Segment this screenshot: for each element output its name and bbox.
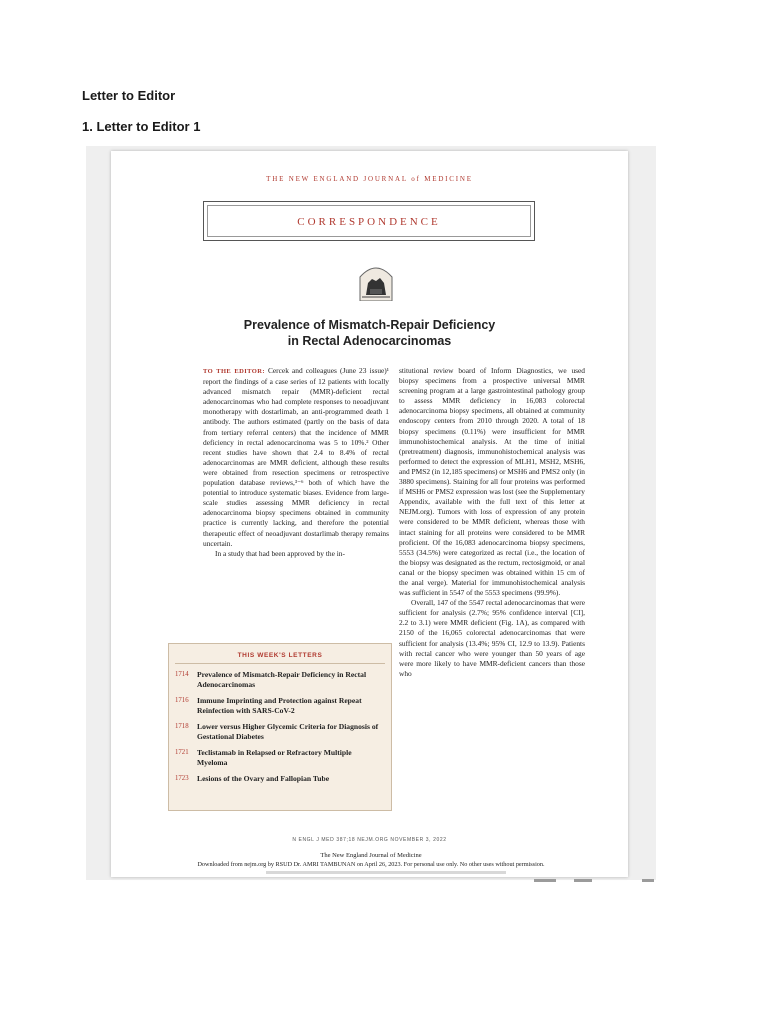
letter-title: Prevalence of Mismatch-Repair Deficiency in Rectal Adenocarcinomas — [197, 670, 367, 689]
letter-page-number: 1721 — [175, 749, 189, 756]
article-title-line-1: Prevalence of Mismatch-Repair Deficiency — [243, 318, 496, 332]
letter-title: Teclistamab in Relapsed or Refractory Multiple Myeloma — [197, 748, 352, 767]
letters-box-heading: THIS WEEK'S LETTERS — [175, 652, 385, 664]
journal-name: The New England Journal of Medicine — [320, 852, 422, 859]
letter-item — [175, 670, 383, 690]
download-footer — [86, 851, 656, 869]
section-heading: Letter to Editor — [82, 88, 176, 103]
scan-artifact — [534, 879, 556, 882]
this-weeks-letters-box — [168, 643, 392, 811]
article-title — [171, 317, 568, 349]
letter-item — [175, 774, 383, 784]
letter-item — [175, 748, 383, 768]
letter-title: Immune Imprinting and Protection against Repeat Reinfection with SARS-CoV-2 — [197, 696, 362, 715]
letter-item — [175, 722, 383, 742]
article-title-line-2: in Rectal Adenocarcinomas — [287, 334, 452, 348]
item-heading: 1. Letter to Editor 1 — [82, 119, 201, 134]
lead-in: TO THE EDITOR: — [203, 368, 265, 375]
journal-seal-icon — [358, 261, 394, 301]
letter-page-number: 1716 — [175, 697, 189, 704]
page-footer-reference: N ENGL J MED 387;18 NEJM.ORG NOVEMBER 3, 2022 — [292, 837, 447, 843]
letter-page-number: 1714 — [175, 671, 189, 678]
right-column-paragraph-2: Overall, 147 of the 5547 rectal adenocarcinomas that were sufficient for analysis (2.7%; 95% confidence interval [CI], 2.2 to 3.1) were MMR deficient (Fig. 1A), as compared with 2150 of the 16,065 colorectal adenocarcinomas that were sufficient for analysis (13.4%; 95% CI, 12.9 to 13.9). Patients with rectal cancer who were younger than 50 years of age were more likely to have MMR-deficient cancers than those who — [399, 598, 585, 678]
right-column-paragraph-1: stitutional review board of Inform Diagnostics, we used biopsy specimens from a prospective universal MMR screening program at a large gastrointestinal pathology group to assess MMR deficiency in 16,083 colorectal adenocarcinoma biopsy specimens, all obtained at community endoscopy centers from 2010 through 2020. A total of 18 biopsy specimens (0.11%) were insufficient for MMR immunohistochemical analysis. At the time of initial (pretreatment) diagnosis, immunohistochemical analysis was performed to detect the expression of MLH1, MSH2, MSH6, and PMS2 (in 12,185 specimens) or MSH6 and PMS2 only (in 3880 specimens). Staining for all four proteins was performed if MSH6 or PMS2 expression was lost (see the Supplementary Appendix, available with the full text of this letter at NEJM.org). Tumors with loss of expression of any protein were considered to be MMR deficient, whereas those with intact staining for all proteins were considered to be MMR proficient. Of the 16,083 adenocarcinoma biopsy specimens, 5553 (34.5%) were categorized as rectal (i.e., the location of the biopsy was designated as the rectum, rectosigmoid, or anal canal or the biopsy specimen was obtained within 15 cm of the anal verge). Material for immunohistochemical analysis was sufficient in 5547 of the 5553 specimens (99.9%). — [399, 366, 585, 598]
cut-off-text-line — [266, 871, 506, 874]
left-column-paragraph-2: In a study that had been approved by the in- — [215, 548, 345, 558]
letter-title: Lesions of the Ovary and Fallopian Tube — [197, 774, 330, 783]
left-column-paragraph-1: Cercek and colleagues (June 23 issue)¹ report the findings of a case series of 12 patients with locally advanced mismatch repair (MMR)-deficient rectal adenocarcinomas who had complete responses to neoadjuvant monotherapy with dostarlimab, an anti-programmed death 1 antibody. The authors estimated (partly on the basis of data from tertiary referral centers) that the incidence of MMR deficiency in rectal adenocarcinoma was 5 to 10%.² Other recent studies have shown that 2.4 to 8.4% of rectal adenocarcinomas are MMR deficient, although these results were obtained from resection specimens or retrospective population database reviews,³⁻⁶ both of which have the potential to introduce systematic biases. Evidence from large-scale studies assessing MMR deficiency in rectal adenocarcinoma biopsy specimens obtained in community practice is currently lacking, and therefore the potential therapeutic effect of neoadjuvant dostarlimab therapy remains uncertain. — [203, 366, 389, 548]
correspondence-banner — [203, 201, 535, 241]
letter-page-number: 1723 — [175, 775, 189, 782]
right-column — [399, 366, 585, 679]
left-column — [203, 366, 389, 559]
scan-artifact — [574, 879, 592, 882]
scan-artifact — [642, 879, 654, 882]
download-notice: Downloaded from nejm.org by RSUD Dr. AMRI TAMBUNAN on April 26, 2023. For personal use only. No other uses without permission. — [197, 861, 545, 868]
correspondence-title: CORRESPONDENCE — [297, 216, 441, 228]
letter-item — [175, 696, 383, 716]
journal-masthead: THE NEW ENGLAND JOURNAL of MEDICINE — [266, 175, 473, 183]
letter-page-number: 1718 — [175, 723, 189, 730]
letter-title: Lower versus Higher Glycemic Criteria for Diagnosis of Gestational Diabetes — [197, 722, 379, 741]
journal-page — [111, 151, 628, 877]
